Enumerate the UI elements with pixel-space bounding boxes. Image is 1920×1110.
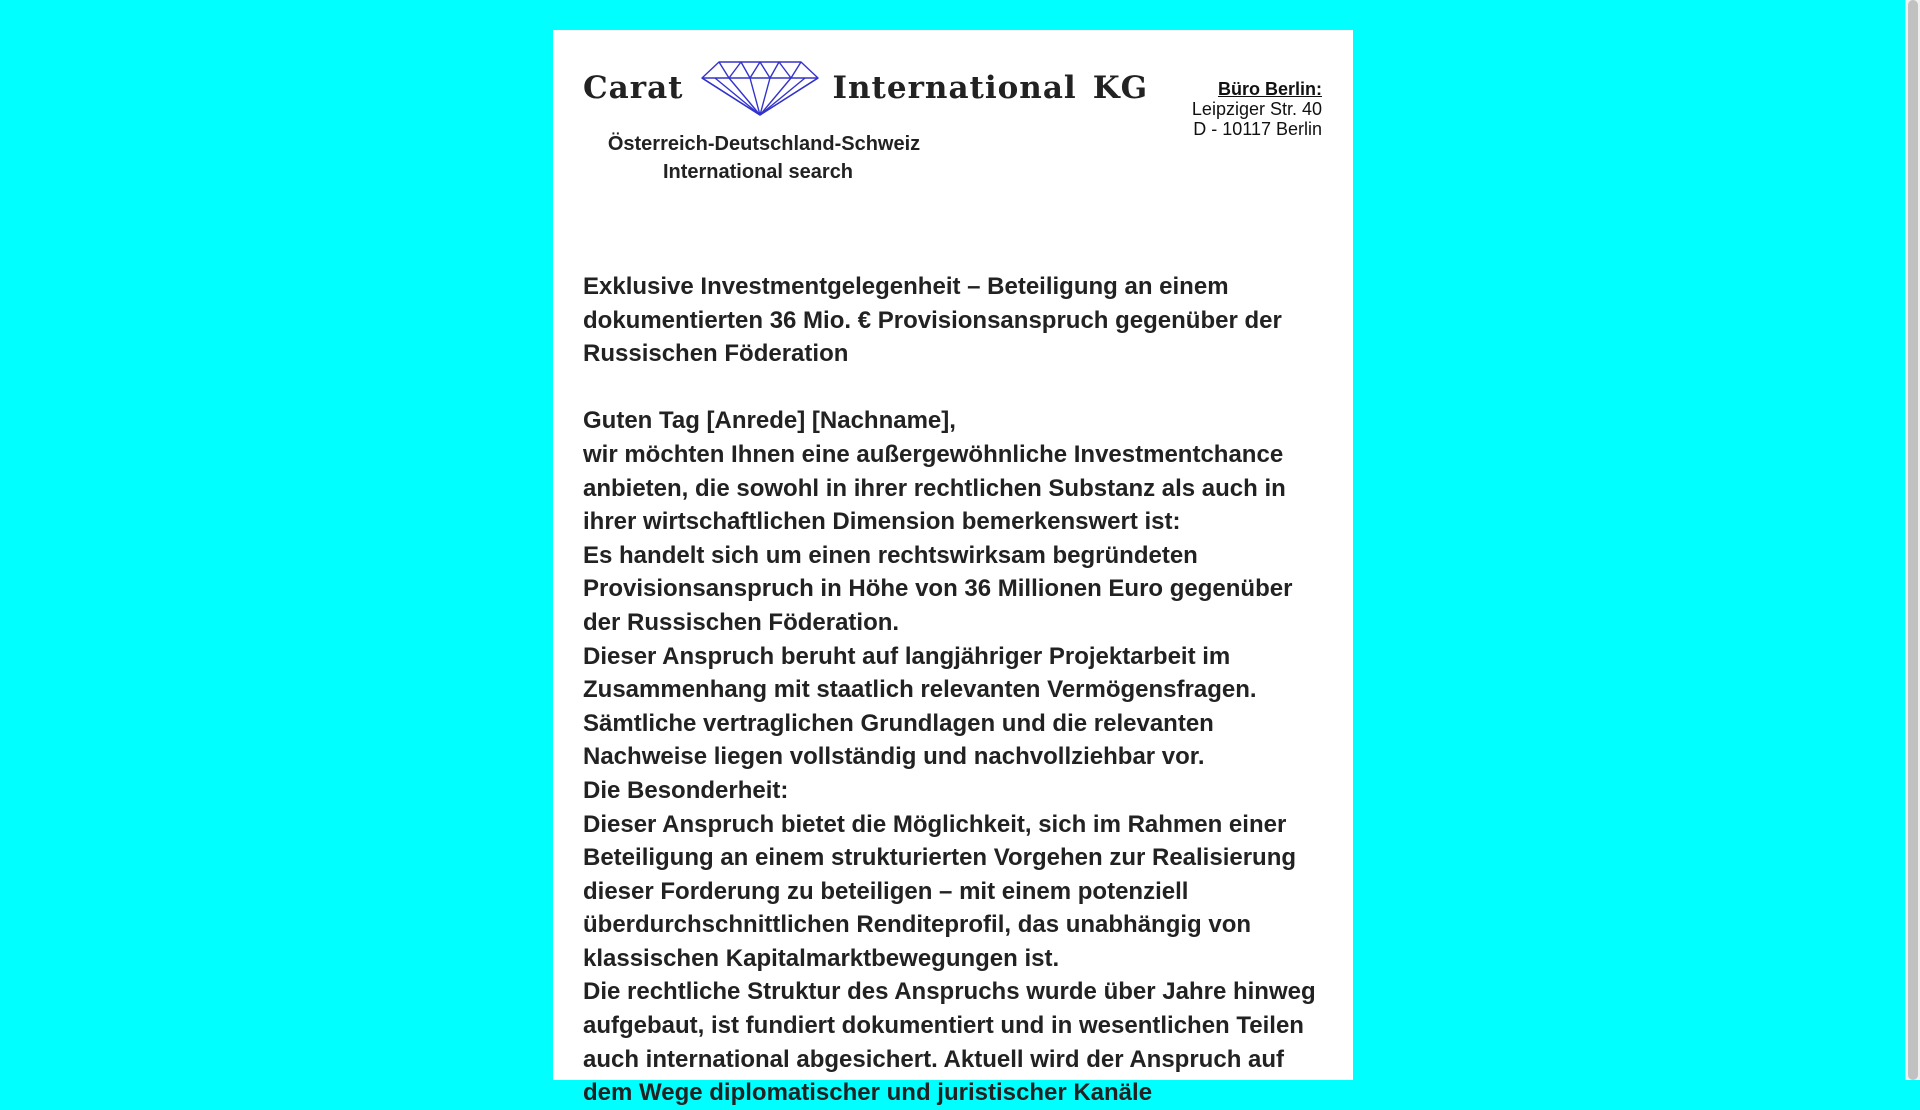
letter-page	[553, 30, 1353, 1107]
letter-greeting: Guten Tag [Anrede] [Nachname],	[583, 407, 956, 435]
letter-paragraph: Es handelt sich um einen rechtswirksam begründeten Provisionsanspruch in Höhe von 36 Millionen Euro gegenüber der Russischen Föderation.	[583, 541, 1293, 636]
letter-subheading: Die Besonderheit:	[583, 776, 789, 804]
company-name-part2: International	[832, 70, 1077, 106]
vertical-scrollbar[interactable]	[1905, 0, 1920, 1080]
letter-paragraph: Die rechtliche Struktur des Anspruchs wurde über Jahre hinweg aufgebaut, ist fundiert dokumentiert und in wesentlichen Teilen auch international abgesichert. Aktuell wird der Anspruch auf dem Wege diplomatischer und juristischer Kanäle	[583, 978, 1316, 1107]
company-logo	[583, 58, 1148, 118]
letter-paragraph: Dieser Anspruch bietet die Möglichkeit, sich im Rahmen einer Beteiligung an einem strukturierten Vorgehen zur Realisierung dieser Forderung zu beteiligen – mit einem potenziell überdurchschnittlichen Renditeprofil, das unabhängig von klassischen Kapitalmarktbewegungen ist.	[583, 810, 1297, 972]
company-tagline: International search	[662, 161, 854, 183]
scrollbar-thumb[interactable]	[1908, 0, 1918, 1080]
letter-paragraph: Dieser Anspruch beruht auf langjähriger Projektarbeit im Zusammenhang mit staatlich relevanten Vermögensfragen.	[583, 642, 1257, 704]
letter-paragraph: Sämtliche vertraglichen Grundlagen und die relevanten Nachweise liegen vollständig und nachvollziehbar vor.	[583, 709, 1214, 771]
company-region: Österreich-Deutschland-Schweiz	[607, 133, 921, 155]
letter-paragraph: wir möchten Ihnen eine außergewöhnliche Investmentchance anbieten, die sowohl in ihrer rechtlichen Substanz als auch in ihrer wirtschaftlichen Dimension bemerkenswert ist:	[583, 440, 1286, 536]
letter-headline: Exklusive Investmentgelegenheit – Beteiligung an einem dokumentierten 36 Mio. € Provisionsanspruch gegenüber der Russischen Föderation	[583, 273, 1282, 368]
office-city: D - 10117 Berlin	[1193, 119, 1322, 139]
company-subtitle	[583, 130, 945, 186]
office-label: Büro Berlin:	[1217, 79, 1322, 99]
letter-body	[583, 270, 1323, 1110]
letterhead	[553, 30, 1353, 220]
company-name-part1: Carat	[583, 70, 684, 106]
office-street: Leipziger Str. 40	[1191, 99, 1322, 119]
office-address	[1192, 79, 1322, 139]
company-name-part3: KG	[1092, 70, 1149, 106]
diamond-icon	[699, 58, 821, 118]
